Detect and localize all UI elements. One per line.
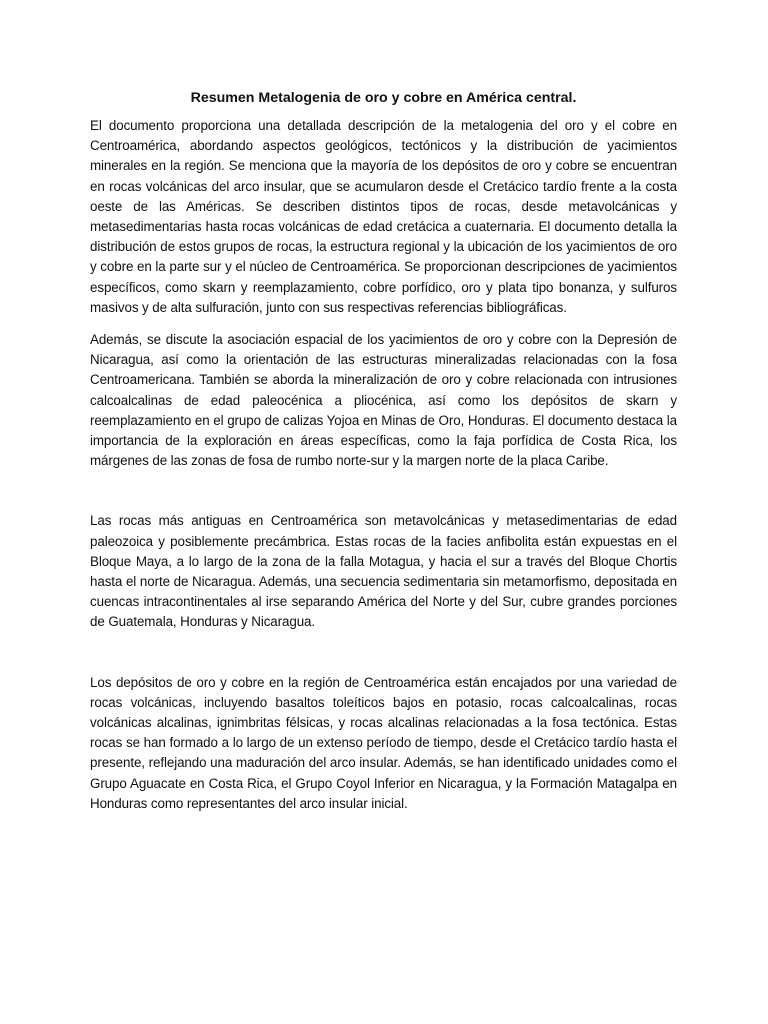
paragraph-volcanic-rocks: Los depósitos de oro y cobre en la región de Centroamérica están encajados por una variedad de rocas volcánicas, incluyendo basaltos toleíticos bajos en potasio, rocas calcoalcalinas, rocas volcánicas alcalinas, ignimbritas félsicas, y rocas alcalinas relacionadas a la fosa tectónica. Estas rocas se han formado a lo largo de un extenso período de tiempo, desde el Cretácico tardío hasta el presente, reflejando una maduración del arco insular. Además, se han identificado unidades como el Grupo Aguacate en Costa Rica, el Grupo Coyol Inferior en Nicaragua, y la Formación Matagalpa en Honduras como representantes del arco insular inicial.	[90, 674, 677, 811]
paragraph-spacer	[90, 633, 677, 673]
paragraph-spacer	[90, 471, 677, 511]
document-title: Resumen Metalogenia de oro y cobre en América central.	[190, 90, 577, 106]
document-page	[90, 88, 677, 814]
paragraph-summary: El documento proporciona una detallada descripción de la metalogenia del oro y el cobre en Centroamérica, abordando aspectos geológicos, tectónicos y la distribución de yacimientos minerales en la región. Se menciona que la mayoría de los depósitos de oro y cobre se encuentran en rocas volcánicas del arco insular, que se acumularon desde el Cretácico tardío frente a la costa oeste de las Américas. Se describen distintos tipos de rocas, desde metavolcánicas y metasedimentarias hasta rocas volcánicas de edad cretácica a cuaternaria. El documento detalla la distribución de estos grupos de rocas, la estructura regional y la ubicación de los yacimientos de oro y cobre en la parte sur y el núcleo de Centroamérica. Se proporcionan descripciones de yacimientos específicos, como skarn y reemplazamiento, cobre porfídico, oro y plata tipo bonanza, y sulfuros masivos y de alta sulfuración, junto con sus respectivas referencias bibliográficas.	[90, 118, 677, 315]
paragraph-spacer	[90, 318, 677, 330]
paragraph-association: Además, se discute la asociación espacial de los yacimientos de oro y cobre con la Depresión de Nicaragua, así como la orientación de las estructuras mineralizadas relacionadas con la fosa Centroamericana. También se aborda la mineralización de oro y cobre relacionada con intrusiones calcoalcalinas de edad paleocénica a pliocénica, así como los depósitos de skarn y reemplazamiento en el grupo de calizas Yojoa en Minas de Oro, Honduras. El documento destaca la importancia de la exploración en áreas específicas, como la faja porfídica de Costa Rica, los márgenes de las zonas de fosa de rumbo norte-sur y la margen norte de la placa Caribe.	[90, 332, 677, 469]
paragraph-oldest-rocks: Las rocas más antiguas en Centroamérica son metavolcánicas y metasedimentarias de edad paleozoica y posiblemente precámbrica. Estas rocas de la facies anfibolita están expuestas en el Bloque Maya, a lo largo de la zona de la falla Motagua, y hacia el sur a través del Bloque Chortis hasta el norte de Nicaragua. Además, una secuencia sedimentaria sin metamorfismo, depositada en cuencas intracontinentales al irse separando América del Norte y del Sur, cubre grandes porciones de Guatemala, Honduras y Nicaragua.	[90, 513, 677, 630]
